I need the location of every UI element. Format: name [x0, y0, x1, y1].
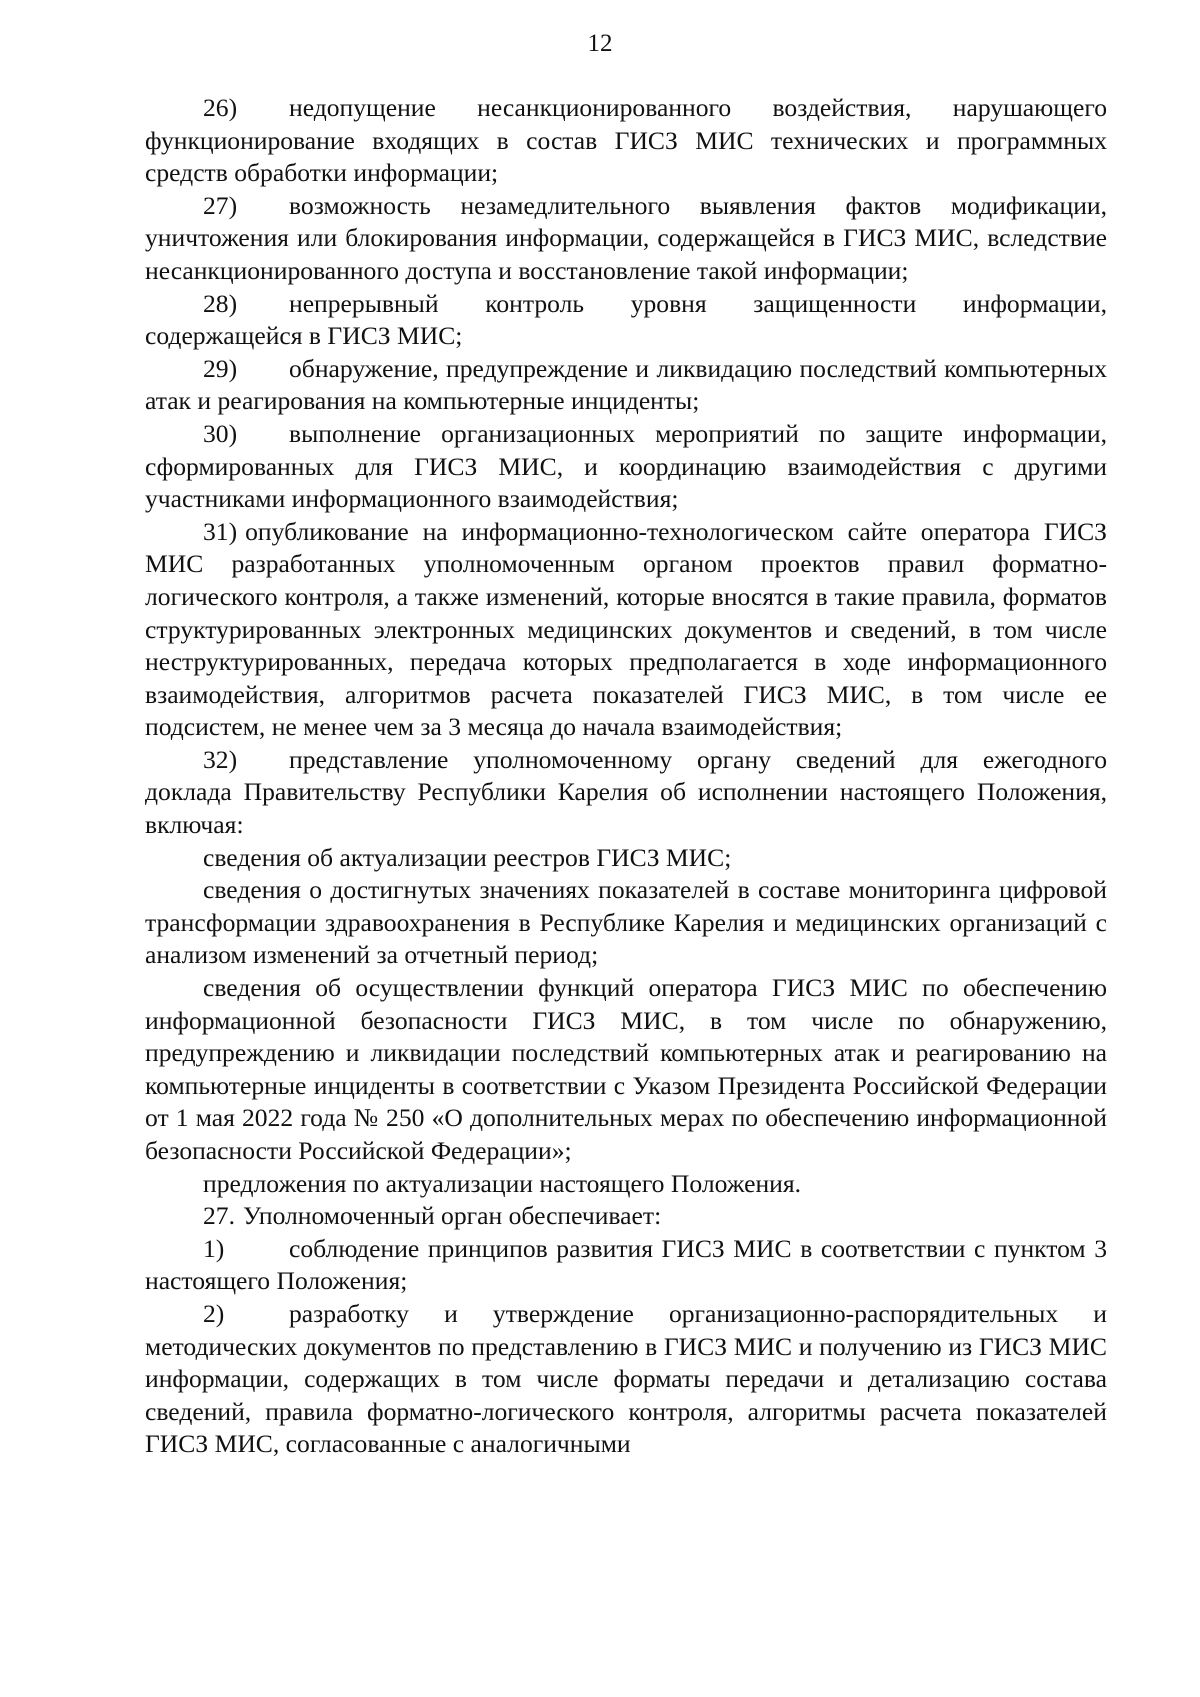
list-item-26 — [145, 92, 1107, 190]
sub-item-registries: сведения об актуализации реестров ГИСЗ МИС; — [203, 842, 732, 872]
item-number: 27. — [203, 1201, 235, 1231]
item-number: 32) — [203, 744, 238, 774]
item-text: непрерывный контроль уровня защищенности информации, содержащейся в ГИСЗ МИС; — [145, 288, 1107, 351]
list-item-2 — [145, 1298, 1107, 1461]
item-text: обнаружение, предупреждение и ликвидацию последствий компьютерных атак и реагирования на компьютерные инциденты; — [145, 353, 1107, 416]
list-item-1 — [145, 1233, 1107, 1298]
item-text: разработку и утверждение организационно-распорядительных и методических документов по представлению в ГИСЗ МИС и получению из ГИСЗ МИС информации, содержащих в том числе форматы передачи и детализацию состава сведений, правила форматно-логического контроля, алгоритмы расчета показателей ГИСЗ МИС, согласованные с аналогичными — [145, 1298, 1107, 1459]
item-text: представление уполномоченному органу сведений для ежегодного доклада Правительству Республики Карелия об исполнении настоящего Положения, включая: — [145, 744, 1107, 840]
sub-item-security: сведения об осуществлении функций оператора ГИСЗ МИС по обеспечению информационной безопасности ГИСЗ МИС, в том числе по обнаружению, предупреждению и ликвидации последствий компьютерных атак и реагированию на компьютерные инциденты в соответствии с Указом Президента Российской Федерации от 1 мая 2022 года № 250 «О дополнительных мерах по обеспечению информационной безопасности Российской Федерации»; — [145, 973, 1107, 1165]
item-text: возможность незамедлительного выявления фактов модификации, уничтожения или блокирования информации, содержащейся в ГИСЗ МИС, вследствие несанкционированного доступа и восстановление такой информации; — [145, 190, 1107, 285]
item-number: 2) — [203, 1298, 225, 1328]
item-text: выполнение организационных мероприятий по защите информации, сформированных для ГИСЗ МИС, и координацию взаимодействия с другими участниками информационного взаимодействия; — [145, 418, 1107, 514]
item-text: Уполномоченный орган обеспечивает: — [243, 1201, 662, 1231]
section-27 — [145, 1200, 1107, 1233]
item-text: недопущение несанкционированного воздействия, нарушающего функционирование входящих в состав ГИСЗ МИС технических и программных средств обработки информации; — [145, 93, 1107, 188]
list-item-30 — [145, 418, 1107, 516]
item-text: соблюдение принципов развития ГИСЗ МИС в соответствии с пунктом 3 настоящего Положения; — [145, 1233, 1107, 1296]
list-item-32 — [145, 744, 1107, 842]
item-number: 30) — [203, 418, 238, 448]
item-text: опубликование на информационно-технологическом сайте оператора ГИСЗ МИС разработанных уполномоченным органом проектов правил форматно-логического контроля, а также изменений, которые вносятся в такие правила, форматов структурированных электронных медицинских документов и сведений, в том числе неструктурированных, передача которых предполагается в ходе информационного взаимодействия, алгоритмов расчета показателей ГИСЗ МИС, в том числе ее подсистем, не менее чем за 3 месяца до начала взаимодействия; — [145, 516, 1107, 742]
document-body — [145, 92, 1107, 1461]
list-item-27 — [145, 190, 1107, 288]
list-item-31 — [145, 516, 1107, 744]
item-number: 1) — [203, 1233, 225, 1263]
item-number: 27) — [203, 190, 238, 220]
list-item-28 — [145, 288, 1107, 353]
item-number: 28) — [203, 288, 238, 318]
sub-item-indicators: сведения о достигнутых значениях показателей в составе мониторинга цифровой трансформации здравоохранения в Республике Карелия и медицинских организаций с анализом изменений за отчетный период; — [145, 875, 1107, 970]
item-number: 29) — [203, 353, 238, 383]
sub-item-proposals: предложения по актуализации настоящего Положения. — [203, 1168, 802, 1198]
item-number: 26) — [203, 93, 238, 122]
item-number: 31) — [203, 516, 238, 546]
page-number: 12 — [587, 30, 613, 57]
list-item-29 — [145, 353, 1107, 418]
